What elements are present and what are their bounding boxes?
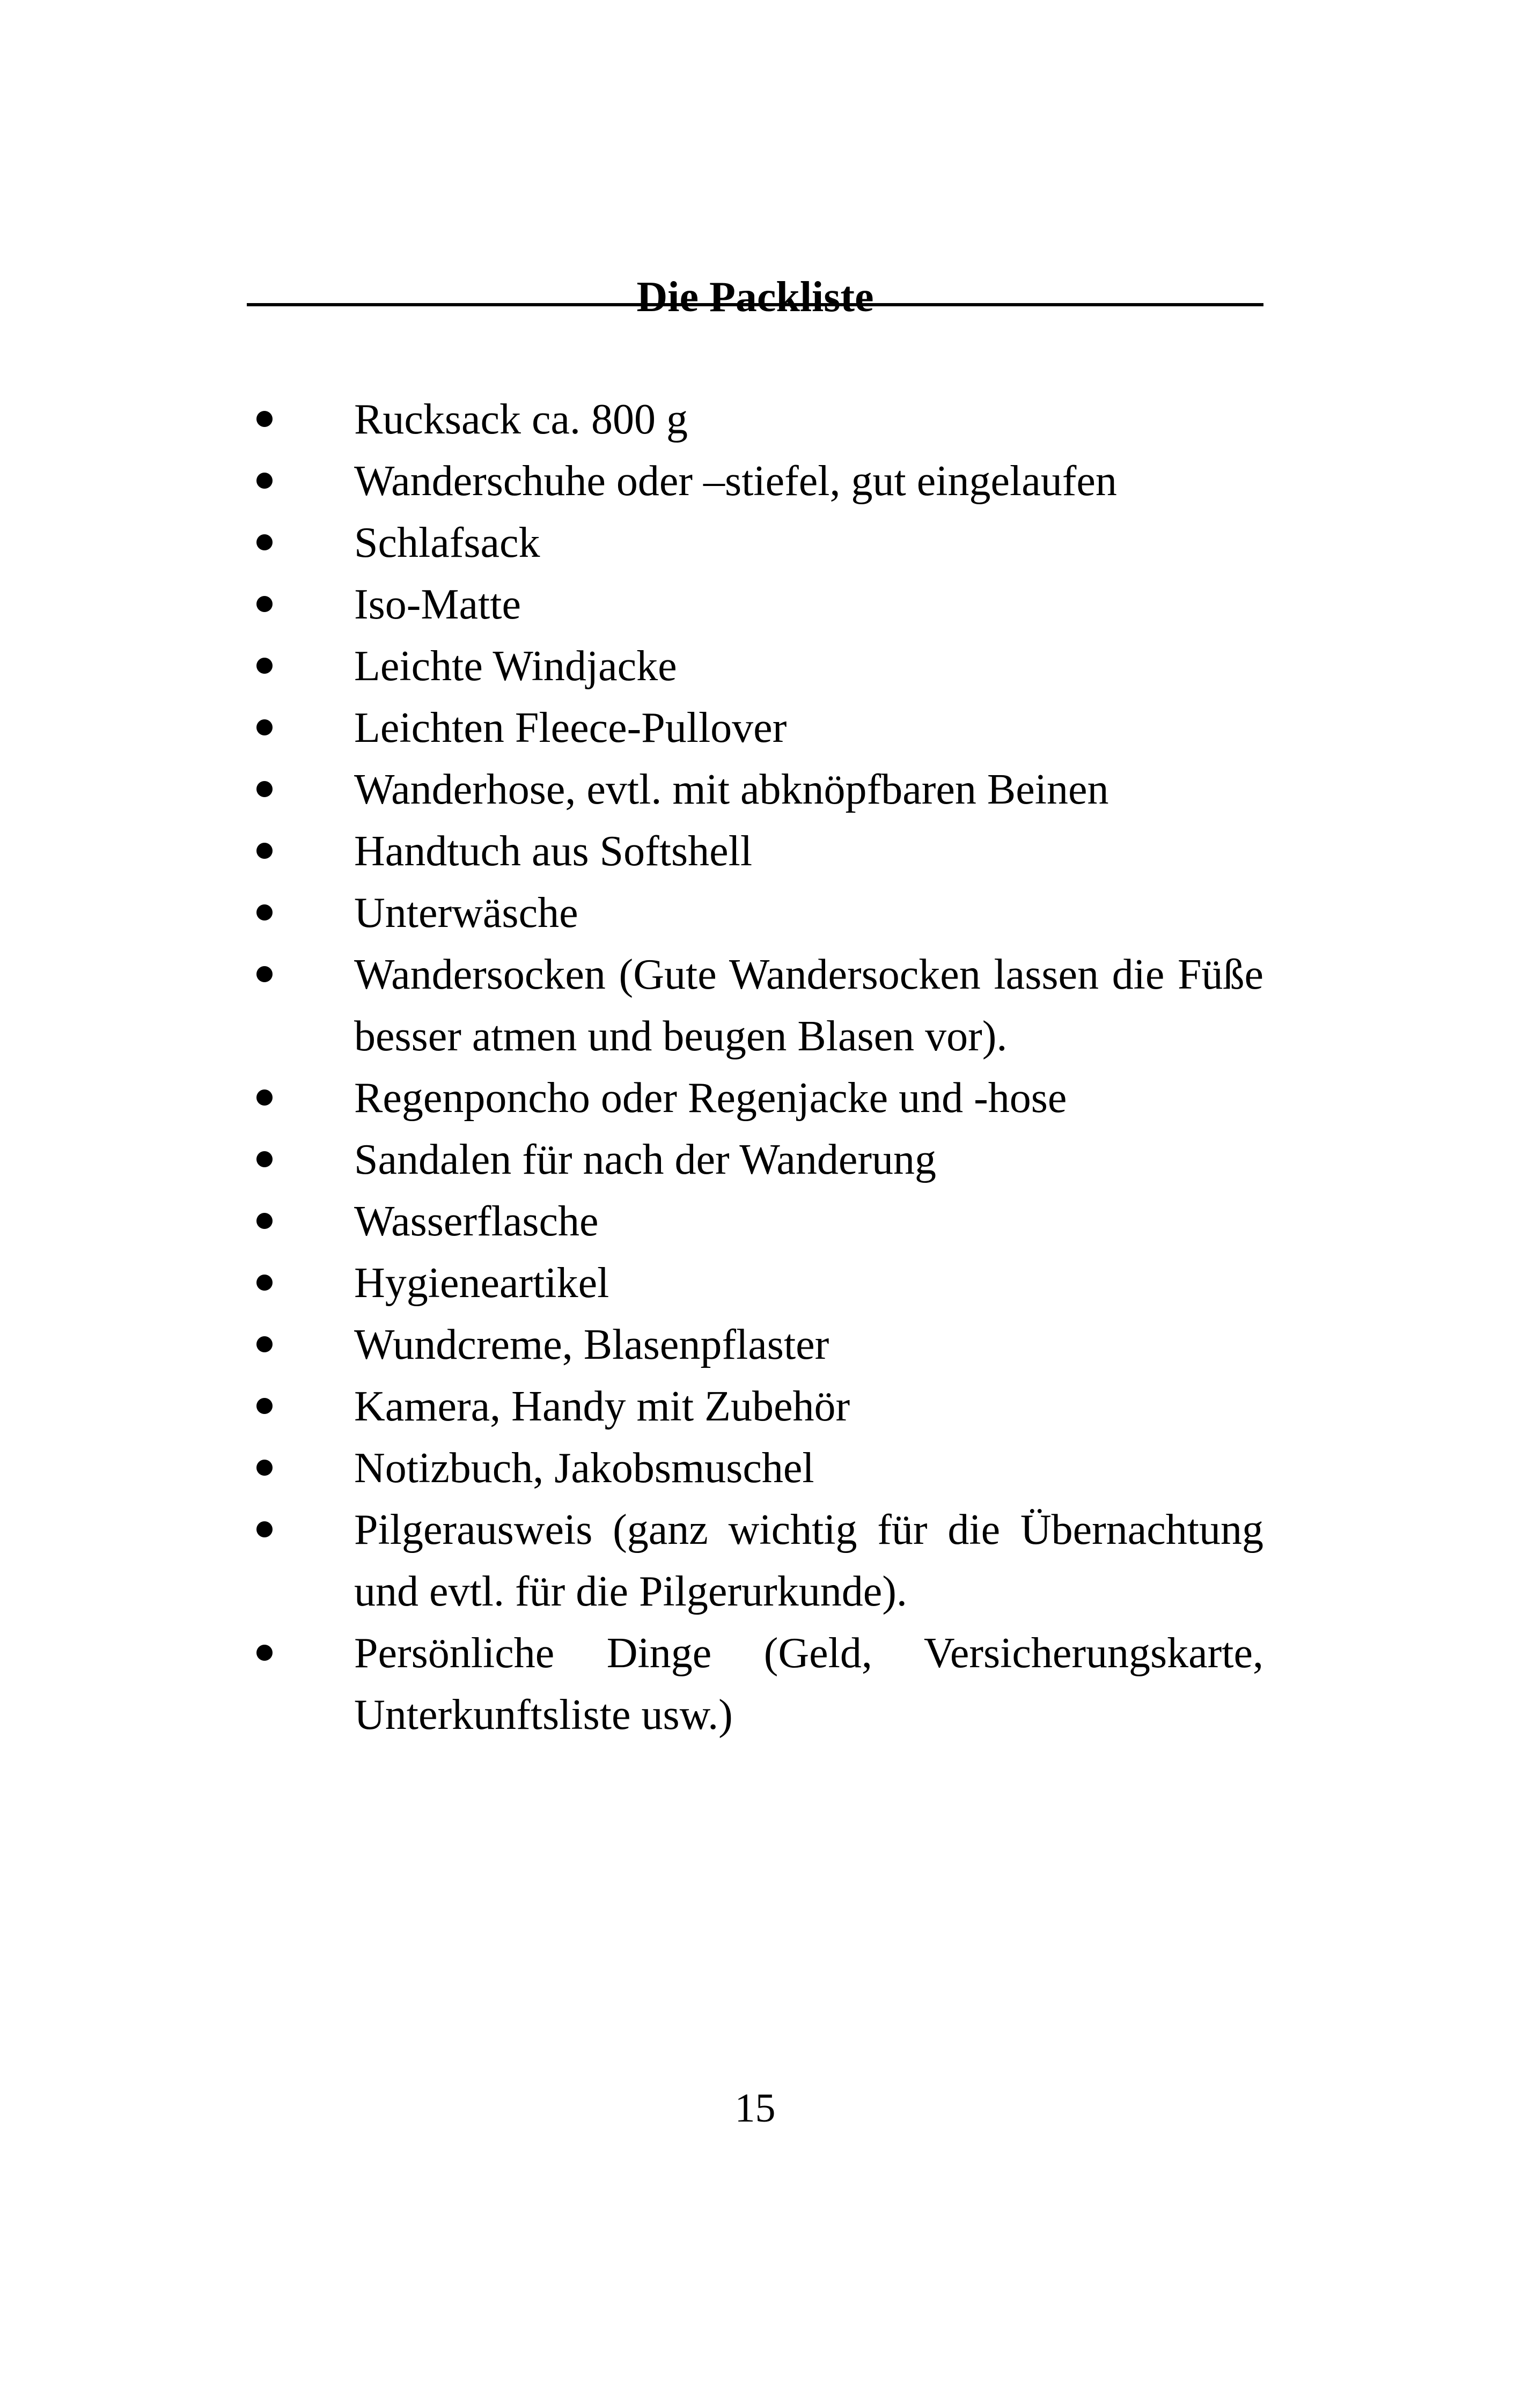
list-item-text: Schlafsack (354, 519, 540, 566)
list-item-text: Handtuch aus Softshell (354, 828, 753, 875)
bullet-icon (256, 843, 273, 859)
list-item (247, 1253, 1263, 1314)
list-item (247, 451, 1263, 512)
title-underline (247, 303, 1263, 306)
list-item-text: Regenponcho oder Regenjacke und -hose (354, 1074, 1067, 1122)
list-item-text: Pilgerausweis (ganz wichtig für die Übernachtung und evtl. für die Pilgerurkunde). (354, 1506, 1263, 1615)
bullet-icon (256, 1089, 273, 1106)
list-item (247, 1438, 1263, 1499)
bullet-icon (256, 596, 273, 612)
bullet-icon (256, 781, 273, 797)
list-item-text: Rucksack ca. 800 g (354, 396, 688, 443)
list-item (247, 1191, 1263, 1253)
bullet-icon (256, 473, 273, 489)
list-item-text: Unterwäsche (354, 889, 578, 937)
bullet-icon (256, 534, 273, 550)
bullet-icon (256, 1275, 273, 1291)
page-number: 15 (734, 2086, 776, 2131)
bullet-icon (256, 719, 273, 735)
bullet-icon (256, 1213, 273, 1229)
list-item (247, 759, 1263, 821)
list-item (247, 512, 1263, 574)
list-item (247, 697, 1263, 759)
list-item-text: Wanderhose, evtl. mit abknöpfbaren Beinen (354, 766, 1109, 813)
packing-list (247, 389, 1263, 1746)
list-item-text: Hygieneartikel (354, 1260, 609, 1307)
list-item (247, 1623, 1263, 1746)
bullet-icon (256, 1398, 273, 1414)
list-item-text: Wanderschuhe oder –stiefel, gut eingelaufen (354, 458, 1117, 505)
list-item-text: Leichte Windjacke (354, 643, 677, 690)
bullet-icon (256, 1151, 273, 1167)
list-item (247, 882, 1263, 944)
list-item (247, 636, 1263, 697)
list-item (247, 821, 1263, 882)
list-item-text: Leichten Fleece-Pullover (354, 704, 787, 752)
bullet-icon (256, 1521, 273, 1537)
bullet-icon (256, 658, 273, 674)
bullet-icon (256, 1336, 273, 1352)
list-item-text: Sandalen für nach der Wanderung (354, 1136, 936, 1183)
list-item (247, 1376, 1263, 1438)
list-item-text: Wasserflasche (354, 1198, 599, 1245)
bullet-icon (256, 1645, 273, 1661)
list-item (247, 1067, 1263, 1129)
bullet-icon (256, 904, 273, 921)
list-item-text: Kamera, Handy mit Zubehör (354, 1383, 850, 1430)
list-item (247, 944, 1263, 1067)
bullet-icon (256, 411, 273, 427)
page-title: Die Packliste (636, 273, 874, 321)
list-item (247, 389, 1263, 451)
list-item (247, 574, 1263, 636)
list-item (247, 1129, 1263, 1191)
list-item-text: Notizbuch, Jakobsmuschel (354, 1445, 814, 1492)
list-item-text: Wundcreme, Blasenpflaster (354, 1321, 829, 1368)
list-item-text: Wandersocken (Gute Wandersocken lassen die Füße besser atmen und beugen Blasen vor). (354, 951, 1263, 1060)
list-item-text: Iso-Matte (354, 581, 521, 628)
bullet-icon (256, 966, 273, 982)
list-item (247, 1499, 1263, 1623)
list-item-text: Persönliche Dinge (Geld, Versicherungskarte, Unterkunftsliste usw.) (354, 1630, 1263, 1739)
list-item (247, 1314, 1263, 1376)
bullet-icon (256, 1460, 273, 1476)
